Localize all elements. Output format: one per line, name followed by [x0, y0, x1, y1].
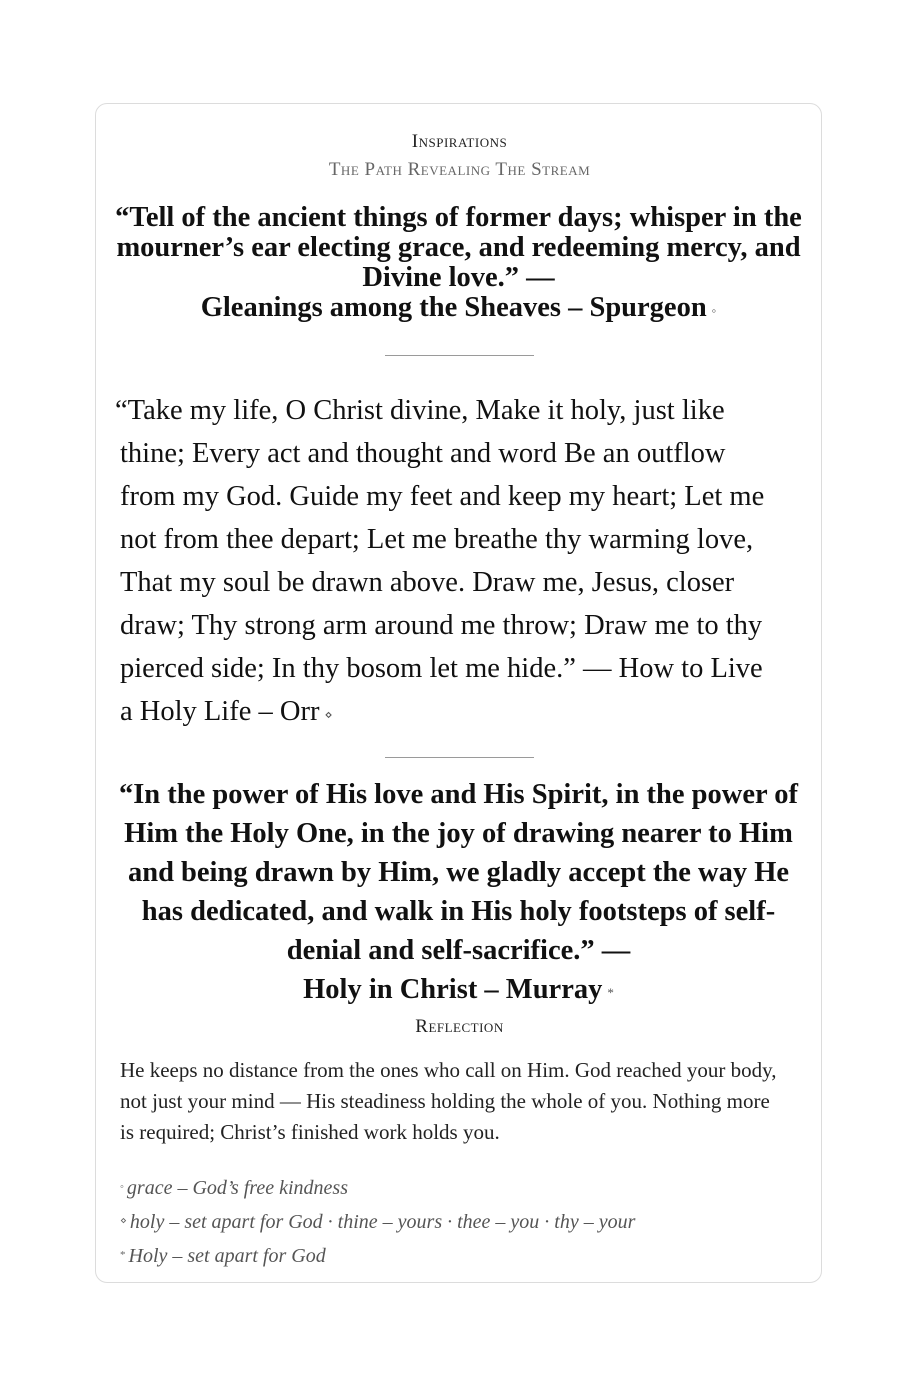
quote-text: “Take my life, O Christ divine, Make it holy, just like thine; Every act and thought and word Be an outflow from my God. Guide my feet and keep my heart; Let me not from thee depart; Let me breathe thy warming love, That my soul be drawn above. Draw me, Jesus, closer draw; Thy strong arm around me throw; Draw me to thy pierced side; In thy bosom let me hide.” — — [115, 395, 765, 684]
page-subtitle: The Path Revealing The Stream — [328, 159, 591, 180]
page-title: Inspirations — [411, 131, 508, 152]
glossary-item — [120, 1171, 788, 1205]
quote-source — [110, 293, 807, 326]
glossary-text: holy – set apart for God · thine – yours · thee – you · thy – your — [129, 1211, 636, 1233]
glossary-item — [120, 1205, 788, 1239]
quote-text: “In the power of His love and His Spirit, in the power of Him the Holy One, in the joy of drawing nearer to Him and being drawn by Him, we gladly accept the way He has dedicated, and walk in His holy footsteps of self-denial and self-sacrifice.” — — [118, 779, 799, 966]
glossary-marker: * — [120, 1249, 126, 1261]
quote-source-label: How to Live a Holy Life – Orr — [120, 653, 763, 727]
reflection-body: He keeps no distance from the ones who call on Him. God reached your body, not just your mind — His steadiness holding the whole of you. Nothing more is required; Christ’s finished work holds you. — [120, 1058, 777, 1144]
footnote-marker-diamond: ⋄ — [324, 707, 333, 722]
glossary-text: grace – God’s free kindness — [126, 1177, 348, 1199]
quote-source-label: Holy in Christ – Murray — [303, 974, 603, 1005]
reflection-heading: Reflection — [415, 1016, 504, 1037]
section-divider — [385, 355, 534, 356]
quote-murray — [110, 775, 807, 1012]
glossary-marker: ◦ — [120, 1181, 124, 1193]
glossary-item — [120, 1239, 788, 1273]
footnote-marker-asterisk: * — [607, 985, 614, 1000]
glossary — [120, 1171, 788, 1273]
quote-source — [110, 970, 807, 1012]
glossary-marker: ⋄ — [120, 1215, 127, 1227]
quote-orr — [110, 389, 780, 736]
quote-text: “Tell of the ancient things of former days; whisper in the mourner’s ear electing grace, and redeeming mercy, and Divine love.” — — [115, 202, 802, 293]
quote-spurgeon — [110, 203, 807, 326]
glossary-text: Holy – set apart for God — [128, 1245, 326, 1267]
quote-source-label: Gleanings among the Sheaves – Spurgeon — [200, 292, 707, 323]
footnote-marker-circle: ◦ — [711, 303, 717, 318]
section-divider — [385, 757, 534, 758]
